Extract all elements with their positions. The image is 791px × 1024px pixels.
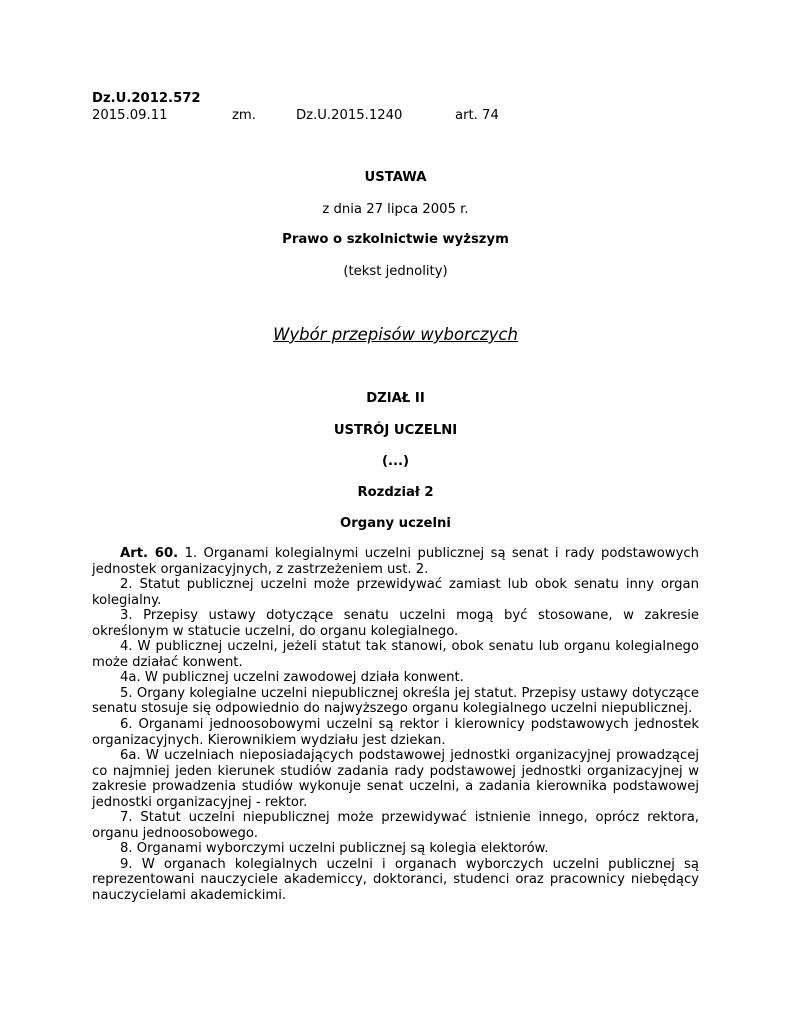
article-paragraph: 9. W organach kolegialnych uczelni i organach wyborczych uczelni publicznej są reprezentowani nauczyciele akademiccy, doktoranci, studenci oraz pracownicy niebędący nauczycielami akademickimi. (92, 856, 699, 904)
article-body (92, 546, 699, 904)
division-name: USTRÓJ UCZELNI (333, 423, 458, 438)
paragraph-text: 1. Organami kolegialnymi uczelni publicznej są senat i rady podstawowych jednostek organizacyjnych, z zastrzeżeniem ust. 2. (92, 546, 699, 577)
division-number: DZIAŁ II (366, 391, 425, 406)
article-paragraph: 4a. W publicznej uczelni zawodowej działa konwent. (120, 670, 464, 686)
article-paragraph: 2. Statut publicznej uczelni może przewidywać zamiast lub obok senatu inny organ kolegialny. (92, 577, 699, 608)
document-id: Dz.U.2012.572 (92, 91, 201, 106)
article-paragraph: 6. Organami jednoosobowymi uczelni są rektor i kierownicy podstawowych jednostek organizacyjnych. Kierownikiem wydziału jest dziekan. (92, 717, 699, 748)
document-page (92, 0, 699, 1024)
article-paragraph: 5. Organy kolegialne uczelni niepublicznej określa jej statut. Przepisy ustawy dotyczące senatu stosuje się odpowiednio do najwyższego organu kolegialnego uczelni niepublicznej. (92, 685, 699, 717)
article-paragraph (92, 546, 699, 577)
amendment-label: zm. (232, 108, 256, 123)
act-date: z dnia 27 lipca 2005 r. (322, 202, 469, 217)
article-paragraph: 6a. W uczelniach nieposiadających podstawowej jednostki organizacyjnej prowadzącej co najmniej jeden kierunek studiów zadania rady podstawowej jednostki organizacyjnej w zakresie prowadzenia studiów wykonuje senat uczelni, a zadania kierownika podstawowej jednostki organizacyjnej - rektor. (92, 748, 699, 810)
act-type: USTAWA (364, 170, 427, 185)
selection-title: Wybór przepisów wyborczych (273, 325, 518, 344)
text-type: (tekst jednolity) (343, 264, 448, 279)
act-name: Prawo o szkolnictwie wyższym (282, 232, 509, 247)
amendment-ref: Dz.U.2015.1240 (296, 108, 403, 123)
chapter-number: Rozdział 2 (357, 485, 434, 500)
amendment-date: 2015.09.11 (92, 108, 168, 123)
amendment-article: art. 74 (455, 108, 499, 123)
article-label: Art. 60. (120, 546, 179, 561)
article-paragraph: 8. Organami wyborczymi uczelni publicznej są kolegia elektorów. (120, 841, 549, 857)
article-paragraph: 7. Statut uczelni niepublicznej może przewidywać istnienie innego, oprócz rektora, organu jednoosobowego. (92, 810, 699, 841)
chapter-name: Organy uczelni (340, 516, 451, 531)
division-ellipsis: (...) (381, 454, 410, 469)
article-paragraph: 3. Przepisy ustawy dotyczące senatu uczelni mogą być stosowane, w zakresie określonym w statucie uczelni, do organu kolegialnego. (92, 608, 699, 639)
article-paragraph: 4. W publicznej uczelni, jeżeli statut tak stanowi, obok senatu lub organu kolegialnego może działać konwent. (92, 639, 699, 670)
